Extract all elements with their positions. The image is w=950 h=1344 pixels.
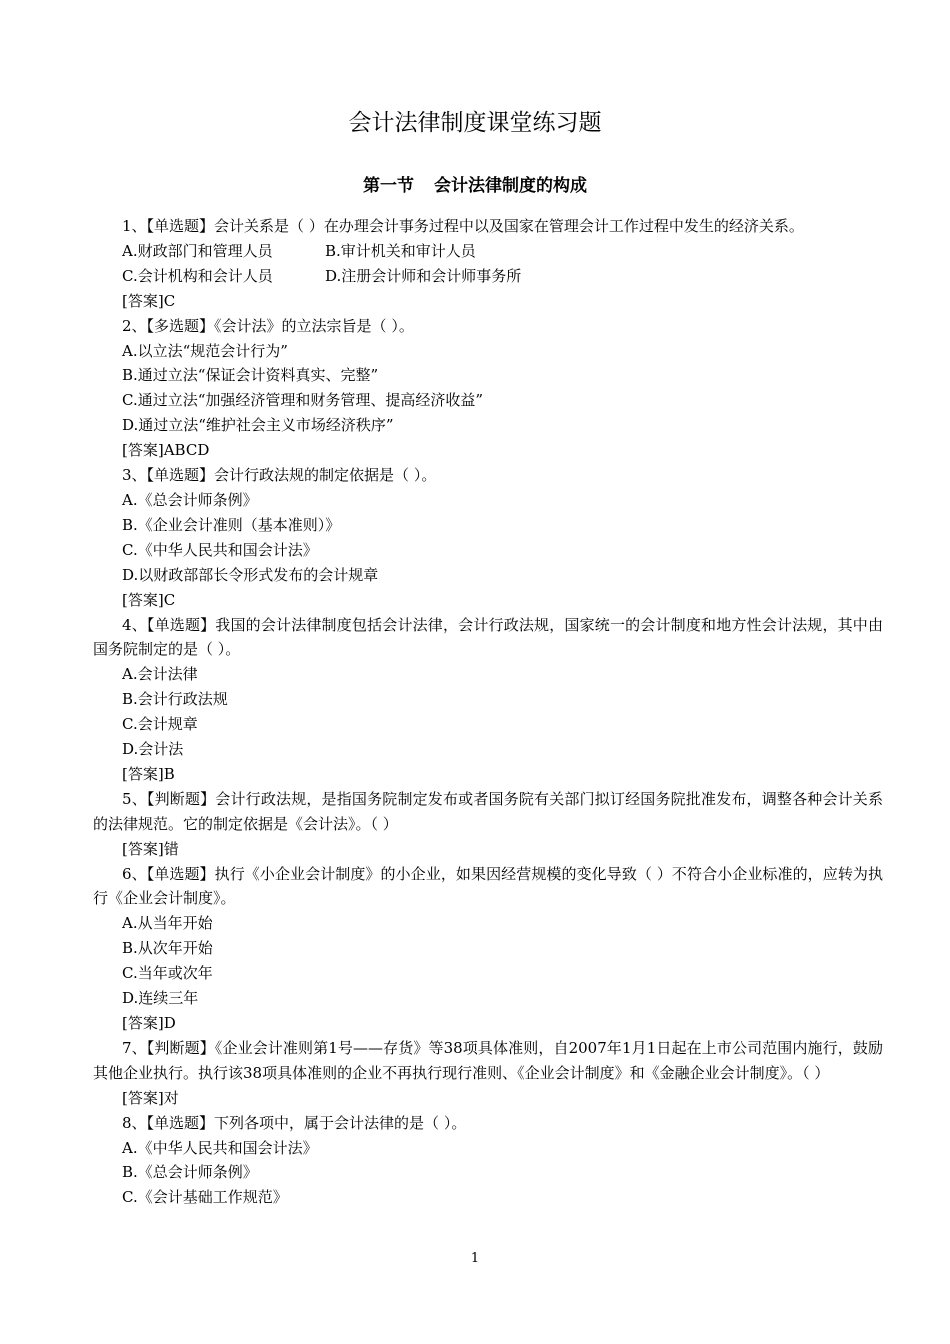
option-d: D.通过立法“维护社会主义市场经济秩序” [122,416,394,435]
answer-line: [答案]对 [122,1088,179,1107]
option-a: A.《总会计师条例》 [122,490,258,509]
question-list [93,214,883,1210]
option-row [93,264,883,289]
option-c: C.会计规章 [122,715,198,734]
option-a: A.以立法“规范会计行为” [122,341,288,360]
answer-line: [答案]C [122,590,176,609]
option-a: A.会计法律 [122,665,198,684]
option-d: D.注册会计师和会计师事务所 [325,266,522,285]
page-number: 1 [470,1251,480,1266]
section-name: 会计法律制度的构成 [434,176,587,196]
answer-line: [答案]B [122,764,175,783]
option-c: C.当年或次年 [122,964,213,983]
option-c: C.通过立法“加强经济管理和财务管理、提高经济收益” [122,391,484,410]
option-c: C.《中华人民共和国会计法》 [122,540,318,559]
option-b: B.《总会计师条例》 [122,1163,258,1182]
answer-line: [答案]C [122,291,176,310]
answer-line: [答案]ABCD [122,441,210,460]
option-a: A.财政部门和管理人员 [122,241,273,260]
question-stem: 2、【多选题】《会计法》的立法宗旨是（ ）。 [122,316,414,335]
question-stem: 3、【单选题】会计行政法规的制定依据是（ ）。 [122,466,437,485]
option-d: D.会计法 [122,740,184,759]
option-b: B.《企业会计准则（基本准则）》 [122,515,341,534]
question-stem: 7、【判断题】《企业会计准则第1号——存货》等38项具体准则，自2007年1月1日起在上市公司范围内施行，鼓励其他企业执行。执行该38项具体准则的企业不再执行现行准则、《企业会计制度》和《金融企业会计制度》。（ ） [93,1038,883,1082]
question-stem: 1、【单选题】会计关系是（ ）在办理会计事务过程中以及国家在管理会计工作过程中发生的经济关系。 [122,217,804,235]
option-b: B.从次年开始 [122,939,213,958]
option-row [93,239,883,264]
question-stem: 4、【单选题】我国的会计法律制度包括会计法律，会计行政法规，国家统一的会计制度和地方性会计法规，其中由国务院制定的是（ ）。 [93,615,883,659]
option-a: A.从当年开始 [122,914,213,933]
option-b: B.通过立法“保证会计资料真实、完整” [122,366,379,385]
option-d: D.以财政部部长令形式发布的会计规章 [122,565,379,584]
option-b: B.审计机关和审计人员 [325,241,476,260]
section-title [0,172,950,200]
option-d: D.连续三年 [122,989,199,1008]
answer-line: [答案]错 [122,839,179,858]
question-stem: 5、【判断题】会计行政法规，是指国务院制定发布或者国务院有关部门拟订经国务院批准发布，调整各种会计关系的法律规范。它的制定依据是《会计法》。（ ） [93,789,883,833]
option-c: C.会计机构和会计人员 [122,266,273,285]
option-a: A.《中华人民共和国会计法》 [122,1138,318,1157]
answer-line: [答案]D [122,1014,176,1032]
document-title: 会计法律制度课堂练习题 [348,110,602,136]
question-stem: 8、【单选题】下列各项中，属于会计法律的是（ ）。 [122,1113,467,1132]
option-b: B.会计行政法规 [122,690,228,709]
section-number: 第一节 [363,176,414,196]
question-stem: 6、【单选题】执行《小企业会计制度》的小企业，如果因经营规模的变化导致（ ）不符合小企业标准的，应转为执行《企业会计制度》。 [93,864,883,908]
option-c: C.《会计基础工作规范》 [122,1188,288,1207]
